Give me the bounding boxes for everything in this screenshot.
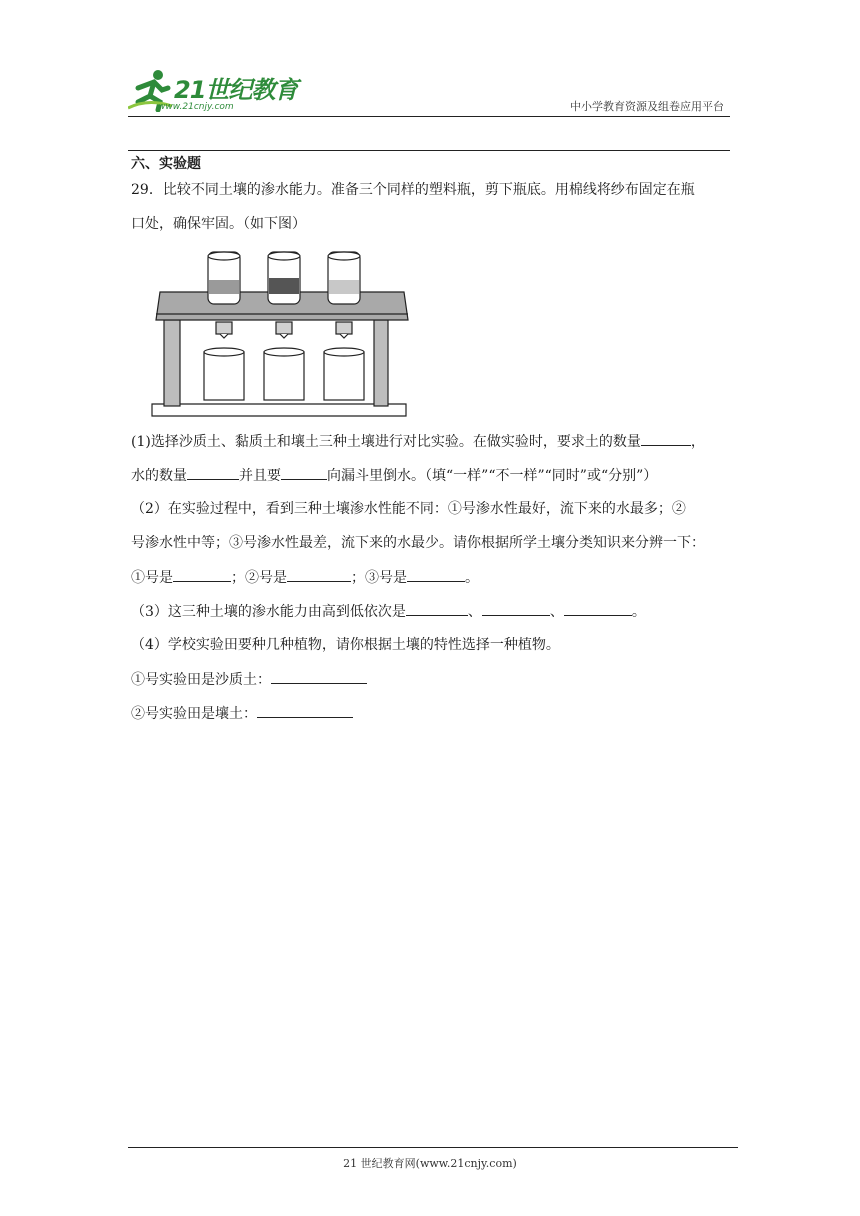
footer-divider xyxy=(128,1147,738,1148)
section-divider xyxy=(128,150,730,151)
section-title: 六、实验题 xyxy=(131,156,201,172)
bottle-1 xyxy=(208,252,240,338)
part4-item-2-label: ②号实验田是壤土： xyxy=(131,706,257,722)
part4-item-1-label: ①号实验田是沙质土： xyxy=(131,672,271,688)
platform-name: 中小学教育资源及组卷应用平台 xyxy=(570,100,724,113)
blank-soil-2[interactable] xyxy=(287,567,351,582)
blank-soil-3[interactable] xyxy=(407,567,465,582)
part2-text-c: ；③号是 xyxy=(351,570,407,586)
experiment-figure xyxy=(148,244,412,422)
part1-text-d: 并且要 xyxy=(239,468,281,484)
blank-rank-2[interactable] xyxy=(482,601,550,616)
part3-sep-2: 、 xyxy=(549,604,564,620)
blank-rank-3[interactable] xyxy=(564,601,632,616)
stand-left-leg xyxy=(164,320,180,406)
page-header xyxy=(128,62,730,118)
part4-item-1 xyxy=(131,669,367,690)
header-divider xyxy=(128,116,730,117)
beaker-3 xyxy=(324,348,364,400)
part2-text-a: ①号是 xyxy=(131,570,173,586)
blank-soil-amount[interactable] xyxy=(641,431,691,446)
logo-text: 21世纪教育 xyxy=(174,76,298,104)
beaker-1 xyxy=(204,348,244,400)
part3-line xyxy=(131,601,646,622)
blank-pour-timing[interactable] xyxy=(281,465,327,480)
bottle-2 xyxy=(268,252,300,338)
part2-line-3 xyxy=(131,567,479,588)
stand-right-leg xyxy=(374,320,388,406)
part2-line-2: 号渗水性中等；③号渗水性最差，流下来的水最少。请你根据所学土壤分类知识来分辨一下： xyxy=(131,535,705,551)
part4-item-2 xyxy=(131,703,353,724)
question-stem-line-2: 口处，确保牢固。（如下图） xyxy=(131,216,306,232)
question-stem-line-1: 29．比较不同土壤的渗水能力。准备三个同样的塑料瓶，剪下瓶底。用棉线将纱布固定在瓶 xyxy=(131,182,695,198)
page-footer: 21 世纪教育网(www.21cnjy.com) xyxy=(343,1157,517,1170)
part1-line-2 xyxy=(131,465,657,486)
part1-line-1 xyxy=(131,431,705,452)
part1-text-e: 向漏斗里倒水。（填“一样”“不一样”“同时”或“分别”） xyxy=(327,468,658,484)
part1-text-b: ， xyxy=(690,434,705,450)
part3-text: （3）这三种土壤的渗水能力由高到低依次是 xyxy=(131,604,406,620)
stand-base xyxy=(152,404,406,416)
part1-text-c: 水的数量 xyxy=(131,468,187,484)
part2-text-d: 。 xyxy=(465,570,479,586)
site-logo xyxy=(128,68,298,116)
blank-loam-plant[interactable] xyxy=(257,703,353,718)
blank-water-amount[interactable] xyxy=(187,465,239,480)
logo-url: www.21cnjy.com xyxy=(158,102,234,112)
part2-line-1: （2）在实验过程中，看到三种土壤渗水性能不同：①号渗水性最好，流下来的水最多；② xyxy=(131,501,686,517)
bottle-3 xyxy=(328,252,360,338)
part1-text-a: (1)选择沙质土、黏质土和壤土三种土壤进行对比实验。在做实验时，要求土的数量 xyxy=(131,434,641,450)
beaker-2 xyxy=(264,348,304,400)
blank-rank-1[interactable] xyxy=(406,601,468,616)
blank-soil-1[interactable] xyxy=(173,567,231,582)
part2-text-b: ；②号是 xyxy=(231,570,287,586)
blank-sandy-plant[interactable] xyxy=(271,669,367,684)
part3-end: 。 xyxy=(631,604,646,620)
part4-line: （4）学校实验田要种几种植物，请你根据土壤的特性选择一种植物。 xyxy=(131,637,560,653)
part3-sep-1: 、 xyxy=(467,604,482,620)
